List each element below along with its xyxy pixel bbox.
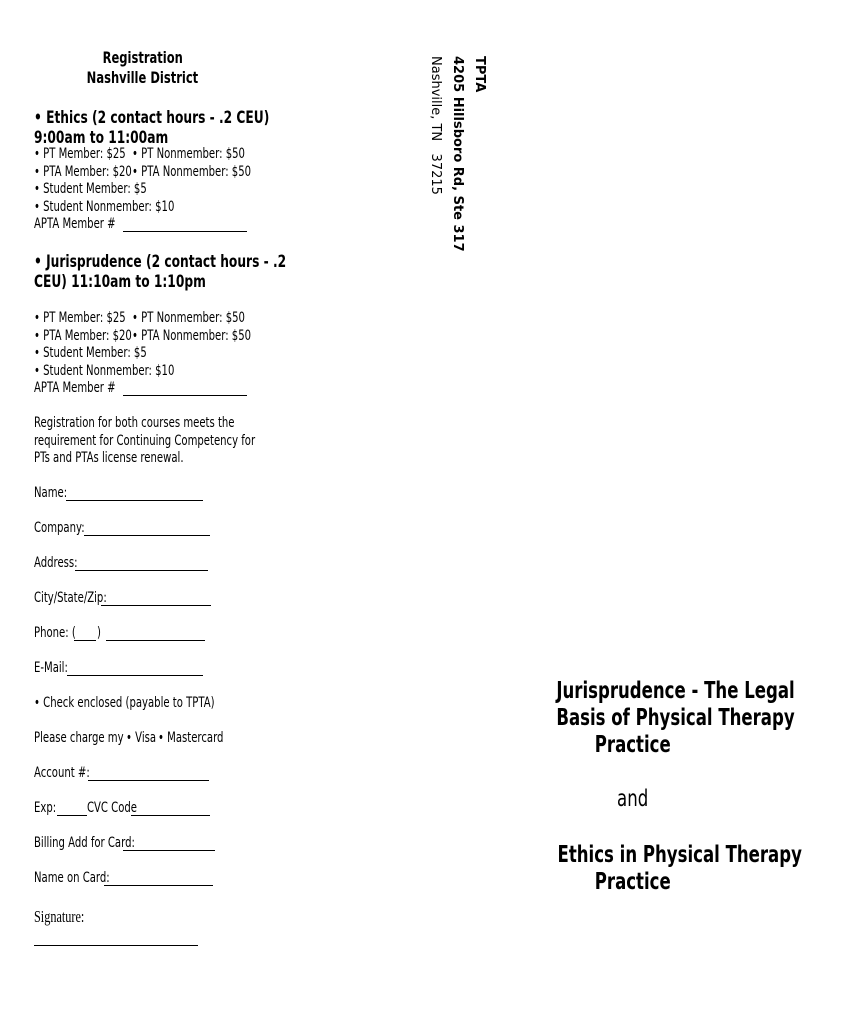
exp-row (34, 800, 284, 818)
apta-member-field[interactable] (123, 382, 247, 396)
fee-option[interactable]: • PT Nonmember: $50 (132, 310, 245, 326)
name-on-card-field[interactable] (104, 872, 213, 886)
jurisprudence-heading: • Jurisprudence (2 contact hours - .2 CEU) 11:10am to 1:10pm (34, 252, 287, 292)
fee-option[interactable]: • PTA Member: $20 (34, 163, 132, 180)
registration-title (0, 48, 285, 88)
charge-row (34, 730, 284, 748)
cvc-field[interactable] (131, 802, 210, 816)
phone-label: Phone: ( (34, 625, 76, 641)
course-title-ethics (510, 842, 802, 896)
signature-row (34, 906, 284, 928)
mailing-address (420, 56, 490, 271)
fee-option[interactable]: • Student Nonmember: $10 (34, 198, 175, 215)
phone-field[interactable] (106, 627, 205, 641)
city-row (34, 590, 284, 608)
fee-option[interactable]: • PT Member: $25 (34, 146, 126, 162)
address-row (34, 555, 284, 573)
competency-note: Registration for both courses meets the requirement for Continuing Competency for PTs and PTAs license renewal. (34, 415, 256, 466)
check-row (34, 695, 284, 713)
city-label: City/State/Zip: (34, 590, 107, 606)
course-title-line: Practice (594, 732, 671, 758)
address-org: TPTA (472, 56, 487, 93)
address-city: Nashville, TN 37215 (428, 56, 443, 195)
apta-member-field[interactable] (123, 218, 247, 232)
account-field[interactable] (88, 767, 209, 781)
email-row (34, 660, 284, 678)
fee-option[interactable]: • PTA Member: $20 (34, 327, 132, 344)
name-row (34, 485, 284, 503)
fee-option[interactable]: • Student Member: $5 (34, 345, 147, 361)
exp-label: Exp: (34, 800, 57, 816)
apta-member-label: APTA Member # (34, 216, 116, 232)
course-title (510, 678, 795, 759)
check-option[interactable]: • Check enclosed (payable to TPTA) (34, 695, 215, 711)
fee-option[interactable]: • Student Nonmember: $10 (34, 362, 175, 379)
fee-option[interactable]: • PT Nonmember: $50 (132, 146, 245, 162)
name-on-card-label: Name on Card: (34, 870, 110, 886)
course-title-line: Ethics in Physical Therapy (557, 842, 802, 868)
billing-label: Billing Add for Card: (34, 835, 135, 851)
name-on-card-row (34, 870, 284, 888)
ethics-heading: • Ethics (2 contact hours - .2 CEU) 9:00am to 11:00am (34, 108, 270, 148)
cvc-label: CVC Code (87, 800, 137, 816)
account-label: Account #: (34, 765, 90, 781)
mastercard-option[interactable]: • Mastercard (158, 730, 224, 746)
charge-label: Please charge my (34, 730, 124, 746)
fee-option[interactable]: • PTA Nonmember: $50 (132, 163, 252, 180)
name-field[interactable] (66, 487, 203, 501)
exp-field[interactable] (57, 802, 87, 816)
account-row (34, 765, 284, 783)
address-label: Address: (34, 555, 78, 571)
city-field[interactable] (101, 592, 211, 606)
address-street: 4205 Hillsboro Rd, Ste 317 (450, 56, 465, 252)
course-title-line: Jurisprudence - The Legal (556, 678, 795, 704)
signature-line[interactable] (34, 945, 198, 946)
ethics-fees (34, 146, 252, 234)
course-title-line: Practice (594, 869, 671, 895)
address-field[interactable] (75, 557, 208, 571)
district-heading: Nashville District (86, 68, 199, 87)
company-row (34, 520, 284, 538)
phone-close-paren: ) (97, 625, 101, 641)
course-title-line: Basis of Physical Therapy (556, 705, 795, 731)
course-and: and (616, 786, 649, 812)
phone-area-field[interactable] (74, 627, 96, 641)
billing-row (34, 835, 284, 853)
signature-label: Signature: (34, 907, 85, 926)
registration-heading: Registration (102, 48, 183, 67)
billing-field[interactable] (123, 837, 215, 851)
jurisprudence-fees (34, 310, 252, 398)
email-label: E-Mail: (34, 660, 68, 676)
fee-option[interactable]: • PT Member: $25 (34, 310, 126, 326)
email-field[interactable] (67, 662, 203, 676)
name-label: Name: (34, 485, 68, 501)
fee-option[interactable]: • Student Member: $5 (34, 181, 147, 197)
phone-row (34, 625, 284, 643)
company-field[interactable] (84, 522, 210, 536)
fee-option[interactable]: • PTA Nonmember: $50 (132, 327, 252, 344)
apta-member-label: APTA Member # (34, 380, 116, 396)
visa-option[interactable]: • Visa (126, 730, 157, 746)
company-label: Company: (34, 520, 85, 536)
